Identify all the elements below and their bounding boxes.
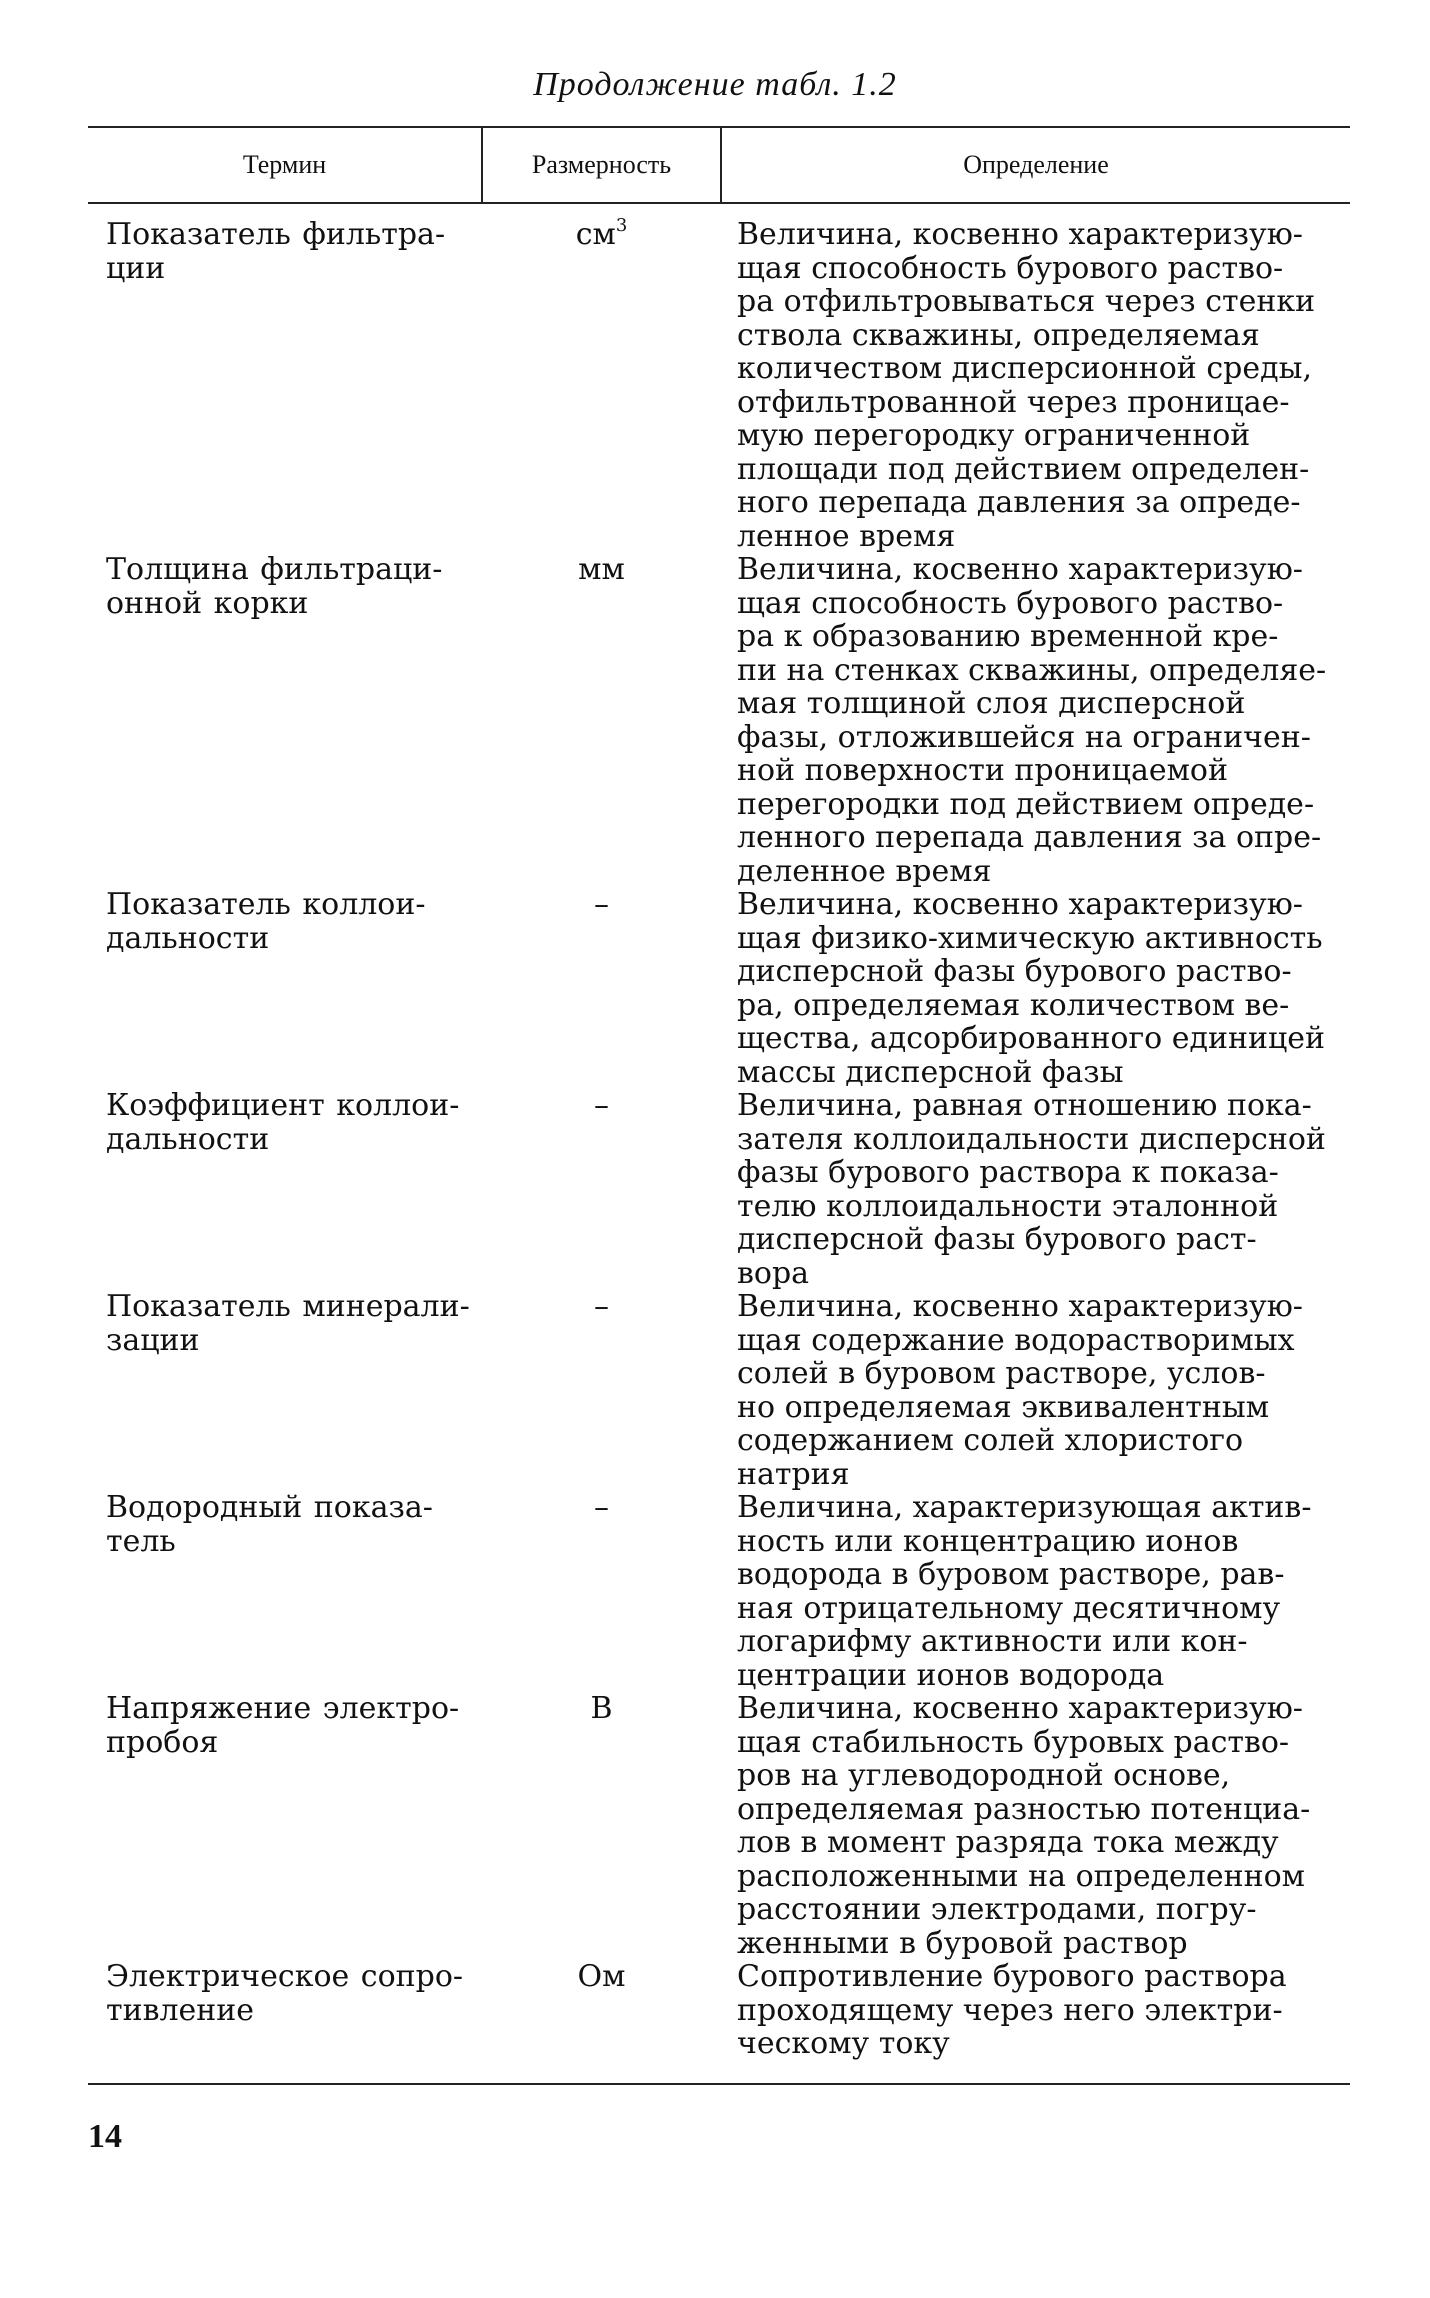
definition-line: лов в момент разряда тока между bbox=[737, 1825, 1279, 1860]
definition-line: водорода в буровом растворе, рав- bbox=[737, 1557, 1285, 1592]
term-line: зации bbox=[106, 1322, 200, 1358]
term-line: Показатель минерали- bbox=[106, 1289, 470, 1324]
definition-line: расстоянии электродами, погру- bbox=[737, 1892, 1257, 1927]
definition-line: Величина, характеризующая актив- bbox=[737, 1490, 1312, 1525]
table-header bbox=[88, 127, 1350, 203]
definition-cell bbox=[721, 553, 1350, 888]
header-unit: Размерность bbox=[482, 127, 721, 203]
definition-line: ность или концентрацию ионов bbox=[737, 1523, 1239, 1559]
definition-line: ленного перепада давления за опре- bbox=[737, 820, 1322, 855]
term-line: тивление bbox=[106, 1992, 255, 2028]
table-row bbox=[88, 553, 1350, 888]
definition-line: количеством дисперсионной среды, bbox=[737, 351, 1312, 386]
definition-line: логарифму активности или кон- bbox=[737, 1624, 1248, 1659]
definition-line: щая содержание водорастворимых bbox=[737, 1322, 1295, 1358]
term-line: ции bbox=[106, 250, 166, 286]
definition-cell bbox=[721, 1089, 1350, 1290]
definition-cell bbox=[721, 203, 1350, 553]
definition-line: центрации ионов водорода bbox=[737, 1657, 1165, 1693]
unit-cell bbox=[482, 553, 721, 888]
page-number: 14 bbox=[88, 2118, 122, 2155]
definition-line: Величина, косвенно характеризую- bbox=[737, 1289, 1303, 1324]
definition-line: пи на стенках скважины, определяе- bbox=[737, 652, 1327, 688]
unit-cell bbox=[482, 1692, 721, 1960]
unit-value: В bbox=[590, 1691, 613, 1726]
unit-value: – bbox=[594, 887, 609, 922]
unit-value: см bbox=[575, 217, 616, 252]
table-row bbox=[88, 1692, 1350, 1960]
term-cell bbox=[88, 1960, 482, 2084]
term-line: Показатель коллои- bbox=[106, 887, 426, 922]
definition-cell bbox=[721, 1491, 1350, 1692]
definition-line: расположенными на определенном bbox=[737, 1858, 1306, 1894]
definition-line: фазы бурового раствора к показа- bbox=[737, 1155, 1279, 1190]
term-line: Толщина фильтраци- bbox=[106, 552, 443, 587]
definition-line: проходящему через него электри- bbox=[737, 1992, 1283, 2028]
unit-value: мм bbox=[578, 552, 625, 587]
table-row bbox=[88, 1960, 1350, 2084]
term-cell bbox=[88, 1089, 482, 1290]
definition-line: ра к образованию временной кре- bbox=[737, 619, 1279, 654]
definition-line: дисперсной фазы бурового раст- bbox=[737, 1222, 1257, 1257]
terms-table-container bbox=[88, 126, 1350, 2085]
definition-cell bbox=[721, 1960, 1350, 2084]
unit-cell bbox=[482, 888, 721, 1089]
term-line: Электрическое сопро- bbox=[106, 1959, 464, 1994]
term-line: тель bbox=[106, 1523, 176, 1559]
term-cell bbox=[88, 1692, 482, 1960]
unit-value: – bbox=[594, 1490, 609, 1525]
terms-table bbox=[88, 126, 1350, 2085]
unit-superscript: 3 bbox=[615, 215, 628, 236]
term-cell bbox=[88, 1290, 482, 1491]
definition-line: дисперсной фазы бурового раство- bbox=[737, 954, 1292, 989]
definition-line: женными в буровой раствор bbox=[737, 1925, 1188, 1961]
term-cell bbox=[88, 553, 482, 888]
definition-line: фазы, отложившейся на ограничен- bbox=[737, 719, 1311, 755]
definition-line: Величина, равная отношению пока- bbox=[737, 1088, 1312, 1123]
definition-line: ров на углеводородной основе, bbox=[737, 1758, 1231, 1793]
term-cell bbox=[88, 888, 482, 1089]
definition-line: перегородки под действием опреде- bbox=[737, 786, 1315, 822]
term-cell bbox=[88, 203, 482, 553]
definition-cell bbox=[721, 1692, 1350, 1960]
definition-line: солей в буровом растворе, услов- bbox=[737, 1356, 1266, 1391]
term-line: онной корки bbox=[106, 585, 309, 621]
definition-line: ствола скважины, определяемая bbox=[737, 317, 1260, 353]
definition-line: определяемая разностью потенциа- bbox=[737, 1791, 1311, 1827]
term-line: пробоя bbox=[106, 1724, 219, 1760]
definition-line: Величина, косвенно характеризую- bbox=[737, 552, 1303, 587]
definition-line: вора bbox=[737, 1255, 810, 1291]
definition-line: щества, адсорбированного единицей bbox=[737, 1021, 1326, 1056]
term-line: Коэффициент коллои- bbox=[106, 1088, 460, 1123]
definition-line: телю коллоидальности эталонной bbox=[737, 1188, 1279, 1224]
definition-line: ная отрицательному десятичному bbox=[737, 1590, 1281, 1626]
table-row bbox=[88, 1089, 1350, 1290]
table-row bbox=[88, 888, 1350, 1089]
term-line: Водородный показа- bbox=[106, 1490, 433, 1525]
table-caption: Продолжение табл. 1.2 bbox=[533, 66, 897, 103]
table-body bbox=[88, 203, 1350, 2084]
table-row bbox=[88, 1491, 1350, 1692]
definition-line: массы дисперсной фазы bbox=[737, 1054, 1124, 1090]
definition-line: зателя коллоидальности дисперсной bbox=[737, 1121, 1326, 1157]
table-row bbox=[88, 1290, 1350, 1491]
definition-line: содержанием солей хлористого bbox=[737, 1423, 1244, 1458]
definition-line: Величина, косвенно характеризую- bbox=[737, 217, 1303, 252]
definition-line: щая физико-химическую активность bbox=[737, 920, 1323, 956]
definition-line: Величина, косвенно характеризую- bbox=[737, 1691, 1303, 1726]
definition-cell bbox=[721, 888, 1350, 1089]
term-line: Напряжение электро- bbox=[106, 1691, 460, 1726]
definition-line: Величина, косвенно характеризую- bbox=[737, 887, 1303, 922]
term-cell bbox=[88, 1491, 482, 1692]
definition-line: площади под действием определен- bbox=[737, 451, 1310, 487]
header-row bbox=[88, 127, 1350, 203]
definition-line: но определяемая эквивалентным bbox=[737, 1389, 1270, 1425]
definition-line: мая толщиной слоя дисперсной bbox=[737, 686, 1246, 721]
definition-line: ного перепада давления за опреде- bbox=[737, 485, 1301, 520]
definition-line: щая способность бурового раство- bbox=[737, 585, 1284, 621]
definition-line: ленное время bbox=[737, 518, 956, 554]
table-row bbox=[88, 203, 1350, 553]
term-line: дальности bbox=[106, 920, 270, 956]
definition-line: ра, определяемая количеством ве- bbox=[737, 987, 1290, 1023]
unit-cell bbox=[482, 1960, 721, 2084]
unit-cell bbox=[482, 1290, 721, 1491]
definition-line: мую перегородку ограниченной bbox=[737, 418, 1251, 453]
definition-line: ра отфильтровываться через стенки bbox=[737, 284, 1316, 319]
unit-value: – bbox=[594, 1088, 609, 1123]
unit-value: Ом bbox=[577, 1959, 626, 1994]
definition-line: ческому току bbox=[737, 2026, 950, 2061]
definition-cell bbox=[721, 1290, 1350, 1491]
definition-line: отфильтрованной через проницае- bbox=[737, 384, 1290, 420]
unit-cell bbox=[482, 1089, 721, 1290]
header-term: Термин bbox=[88, 127, 482, 203]
term-line: Показатель фильтра- bbox=[106, 217, 446, 252]
definition-line: Сопротивление бурового раствора bbox=[737, 1959, 1287, 1994]
term-line: дальности bbox=[106, 1121, 270, 1157]
unit-cell bbox=[482, 203, 721, 553]
definition-line: ной поверхности проницаемой bbox=[737, 753, 1228, 788]
unit-cell bbox=[482, 1491, 721, 1692]
definition-line: щая способность бурового раство- bbox=[737, 250, 1284, 286]
definition-line: натрия bbox=[737, 1456, 850, 1492]
definition-line: деленное время bbox=[737, 853, 992, 889]
header-definition: Определение bbox=[721, 127, 1350, 203]
definition-line: щая стабильность буровых раство- bbox=[737, 1724, 1290, 1760]
unit-value: – bbox=[594, 1289, 609, 1324]
